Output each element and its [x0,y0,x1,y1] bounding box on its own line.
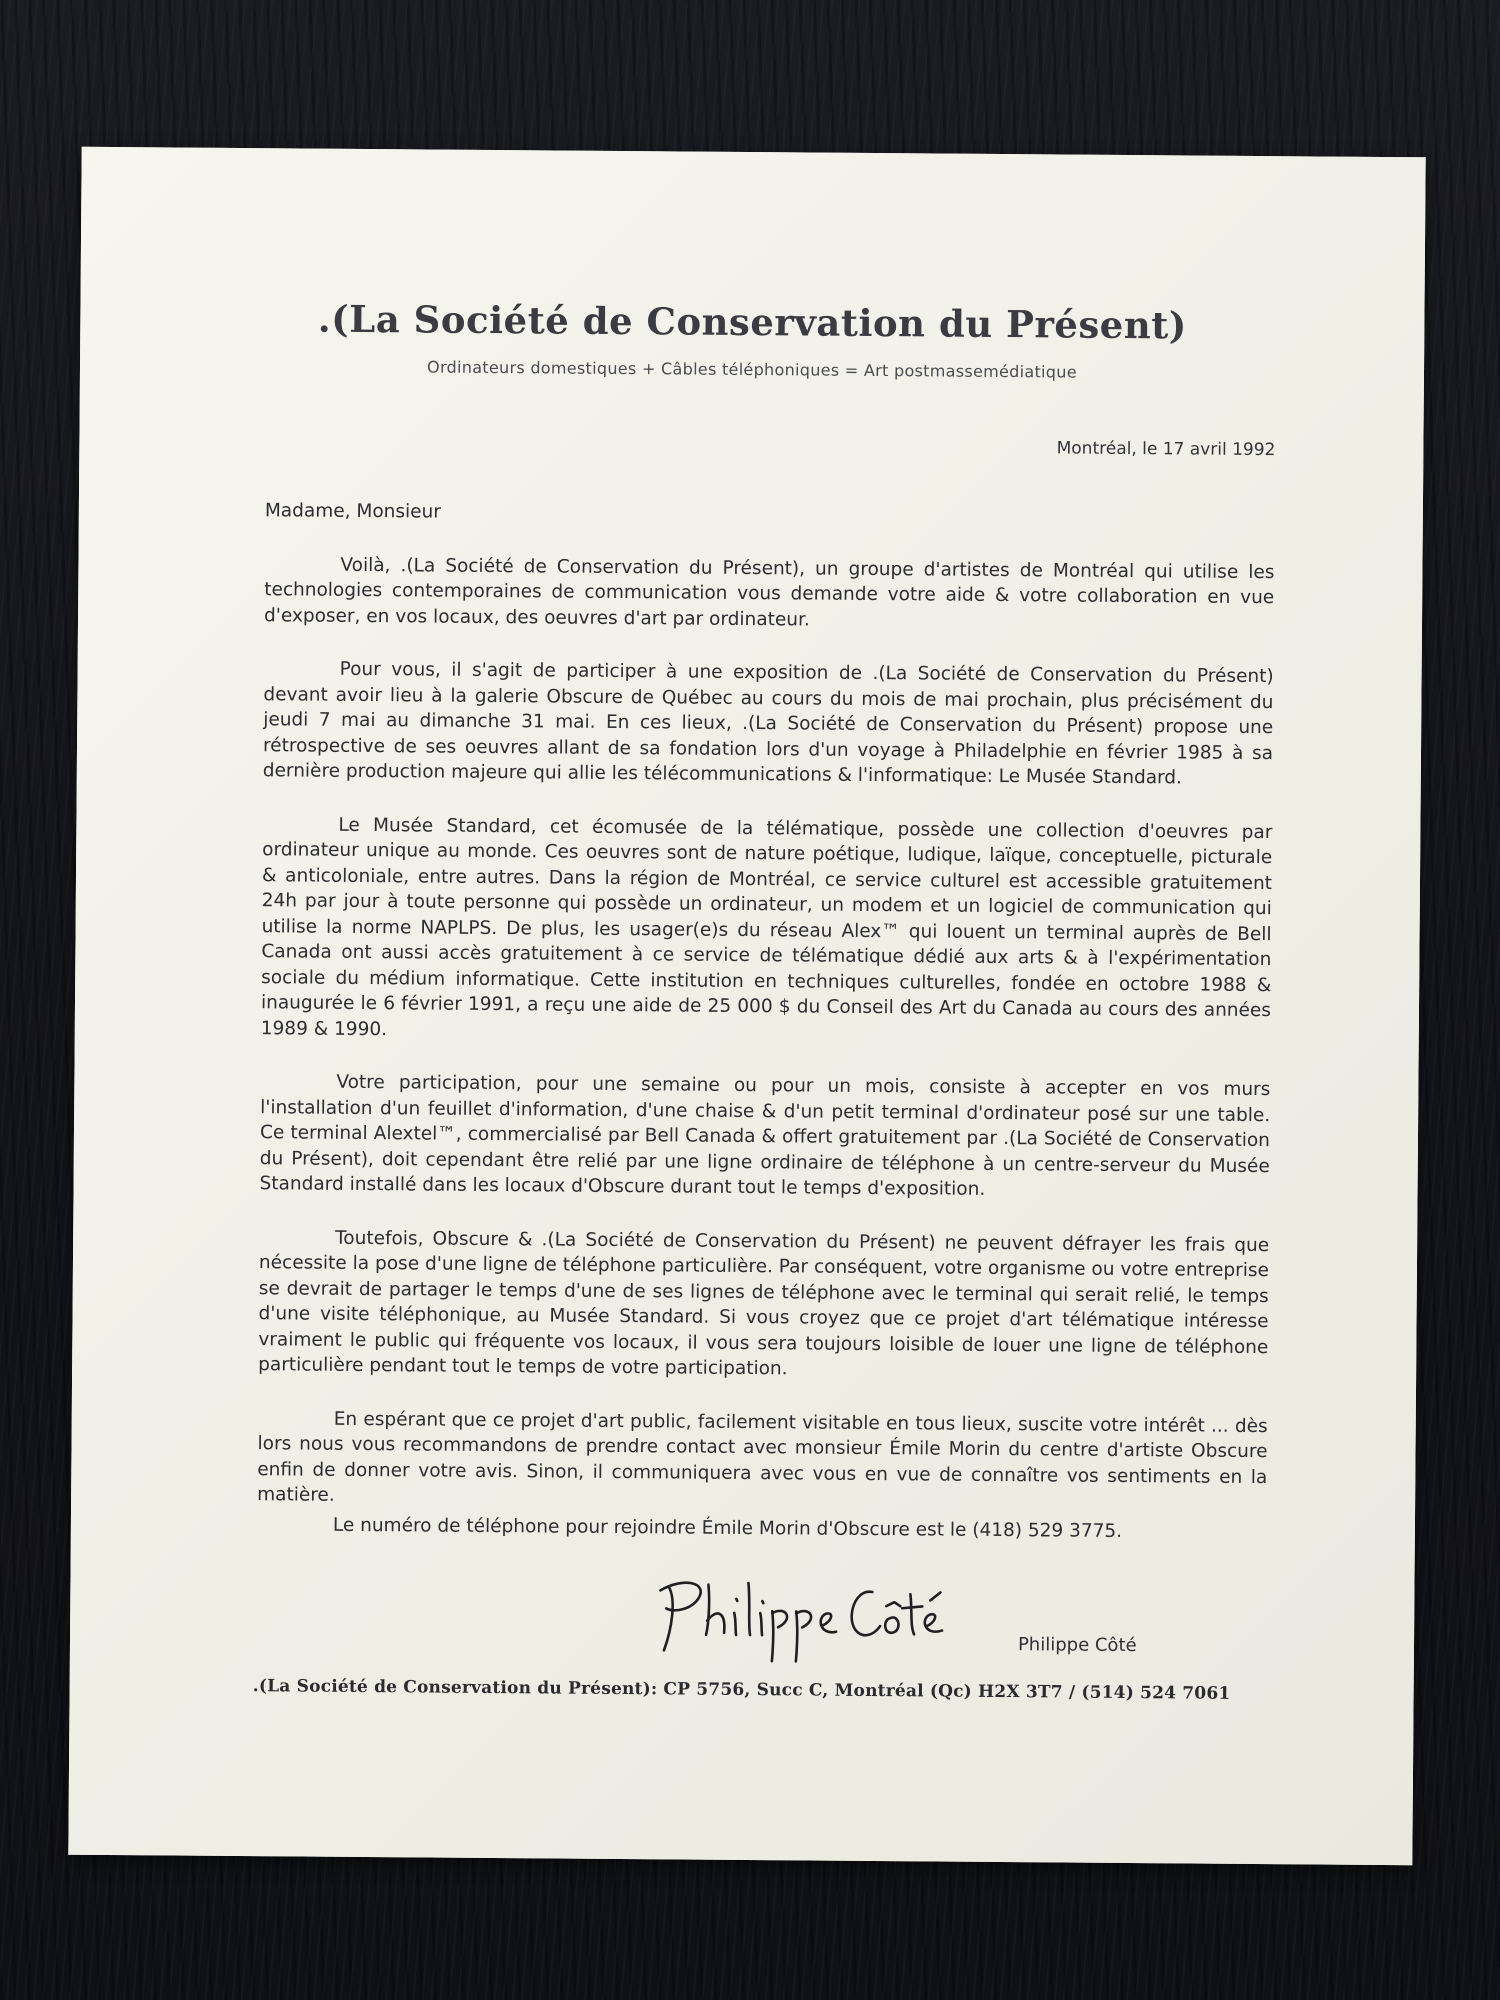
paragraph-4: Votre participation, pour une semaine ou pour un mois, consiste à accepter en vos murs l'installation d'un feuillet d'information, d'une chaise & d'un petit terminal d'ordinateur posé sur une table. Ce terminal Alextel™, commercialisé par Bell Canada & offert gratuitement par .(La Société de Conservation du Présent), doit cependant être relié par une ligne ordinaire de téléphone à un centre-serveur du Musée Standard installé dans les locaux d'Obscure durant tout le temps d'exposition. [259,1071,1271,1200]
signer-name: Philippe Côté [1017,1634,1137,1657]
paragraph-1: Voilà, .(La Société de Conservation du Présent), un groupe d'artistes de Montréal qui utilise les technologies contemporaines de communication vous demande votre aide & votre collaboration en vue d'exposer, en vos locaux, des oeuvres d'art par ordinateur. [263,554,1275,630]
letter-body [257,498,1275,1545]
letterhead-subtitle: Ordinateurs domestiques + Câbles téléphoniques = Art postmassemédiatique [427,357,1077,382]
paragraph-5: Toutefois, Obscure & .(La Société de Conservation du Présent) ne peuvent défrayer les frais que nécessite la pose d'une ligne de téléphone particulière. Par conséquent, votre organisme ou votre entreprise se devrait de partager le temps d'une de ses lignes de téléphone avec le terminal qui serait relié, le temps d'une visite téléphonique, au Musée Standard. Si vous croyez que ce projet d'art télématique intéresse vraiment le public qui fréquente vos locaux, il vous sera toujours loisible de louer une ligne de téléphone particulière pendant tout le temps de votre participation. [258,1227,1270,1380]
letter-date: Montréal, le 17 avril 1992 [1056,438,1276,461]
letter-page [68,147,1425,1866]
paragraph-2: Pour vous, il s'agit de participer à une exposition de .(La Société de Conservation du Présent) devant avoir lieu à la galerie Obscure de Québec au cours du mois de mai prochain, plus précisément du jeudi 7 mai au dimanche 31 mai. En ces lieux, .(La Société de Conservation du Présent) propose une rétrospective de ses oeuvres allant de sa fondation lors d'un voyage à Philadelphie en février 1985 à sa dernière production majeure qui allie les télécommunications & l'informatique: Le Musée Standard. [262,658,1274,789]
letter-footer: .(La Société de Conservation du Présent): CP 5756, Succ C, Montréal (Qc) H2X 3T7 / (514) 524 7061 [252,1676,1231,1704]
handwritten-signature [646,1568,987,1666]
paragraph-6: En espérant que ce projet d'art public, facilement visitable en tous lieux, suscite votre intérêt ... dès lors nous vous recommandons de prendre contact avec monsieur Émile Morin du centre d'artiste Obscure enfin de donner votre avis. Sinon, il communiquera avec vous en vue de connaître vos sentiments en la matière. [257,1408,1268,1506]
letterhead-title: .(La Société de Conservation du Présent) [317,296,1188,348]
paragraph-3: Le Musée Standard, cet écomusée de la télématique, possède une collection d'oeuvres par ordinateur unique au monde. Ces oeuvres sont de nature poétique, ludique, laïque, conceptuelle, picturale & anticoloniale, entre autres. Dans la région de Montréal, ce service culturel est accessible gratuitement 24h par jour à toute personne qui possède un ordinateur, un modem et un logiciel de communication qui utilise la norme NAPLPS. De plus, les usager(e)s du réseau Alex™ qui louent un terminal auprès de Bell Canada ont aussi accès gratuitement à ce service de télématique dédié aux arts & à l'expérimentation sociale du médium informatique. Cette institution en techniques culturelles, fondée en octobre 1988 & inaugurée le 6 février 1991, a reçu une aide de 25 000 $ du Conseil des Art du Canada au cours des années 1989 & 1990. [260,814,1273,1040]
phone-line: Le numéro de téléphone pour rejoindre Émile Morin d'Obscure est le (418) 529 3775. [332,1514,1123,1542]
salutation: Madame, Monsieur [264,500,441,523]
